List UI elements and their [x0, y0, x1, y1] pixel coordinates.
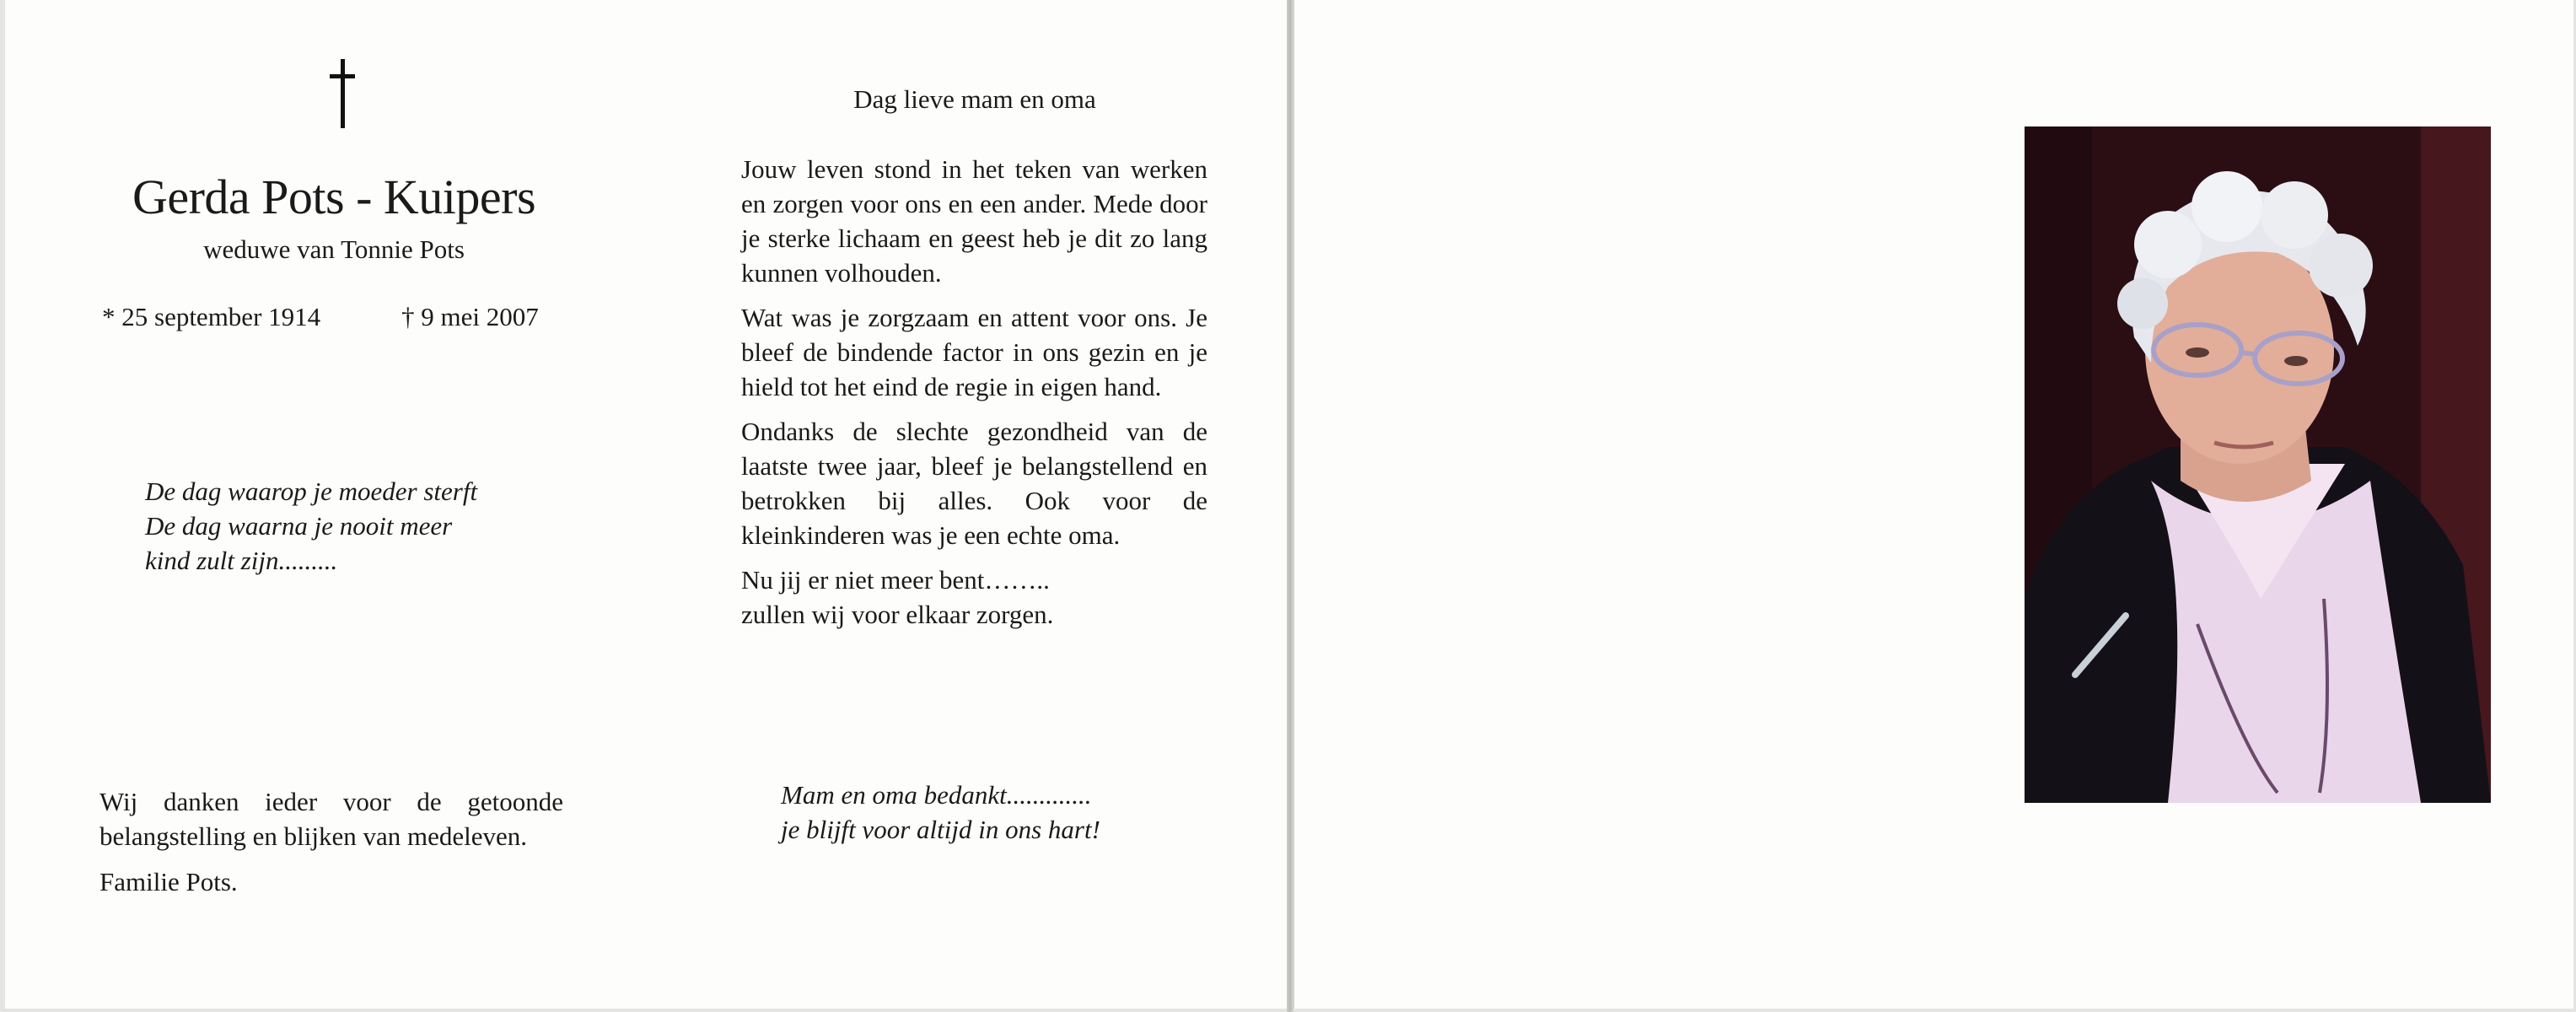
tribute-paragraph: Jouw leven stond in het teken van werken en zorgen voor ons en een ander. Mede door je sterke lichaam en geest heb je dit zo lang kunnen volhouden.: [741, 154, 1207, 288]
tribute-paragraph: Wat was je zorgzaam en attent voor ons. Je bleef de bindende factor in ons gezin en je hield tot het eind de regie in eigen hand.: [741, 303, 1207, 401]
deceased-name: Gerda Pots - Kuipers: [132, 170, 536, 224]
tribute-paragraph: Ondanks de slechte gezondheid van de laatste twee jaar, bleef je belangstellend en betrokken bij alles. Ook voor de kleinkinderen was je een echte oma.: [741, 417, 1207, 550]
widow-of: weduwe van Tonnie Pots: [203, 234, 465, 264]
memorial-card-photo-page: [1293, 0, 2573, 1009]
cross-icon: [330, 59, 355, 128]
family-signature: Familie Pots.: [99, 867, 238, 896]
closing-line: Mam en oma bedankt.............: [781, 780, 1092, 810]
poem-line: kind zult zijn.........: [145, 546, 338, 575]
tribute-text: [741, 152, 1207, 642]
birth-date: * 25 september 1914: [102, 302, 321, 331]
greeting: Dag lieve mam en oma: [853, 84, 1096, 114]
portrait-photo: [2025, 126, 2491, 803]
poem-line: De dag waarna je nooit meer: [145, 511, 453, 541]
death-date: † 9 mei 2007: [401, 302, 539, 331]
portrait-illustration: [2025, 126, 2491, 803]
poem-line: De dag waarop je moeder sterft: [145, 476, 478, 506]
tribute-paragraph: Nu jij er niet meer bent…….. zullen wij voor elkaar zorgen.: [741, 565, 1054, 629]
closing-line: je blijft voor altijd in ons hart!: [781, 815, 1100, 844]
poem: [145, 474, 477, 578]
memorial-card-inside: [5, 0, 1288, 1009]
closing-lines: [781, 778, 1100, 847]
thanks-text: Wij danken ieder voor de getoonde belangstelling en blijken van medeleven.: [99, 787, 563, 851]
card-fold: [1287, 0, 1293, 1012]
